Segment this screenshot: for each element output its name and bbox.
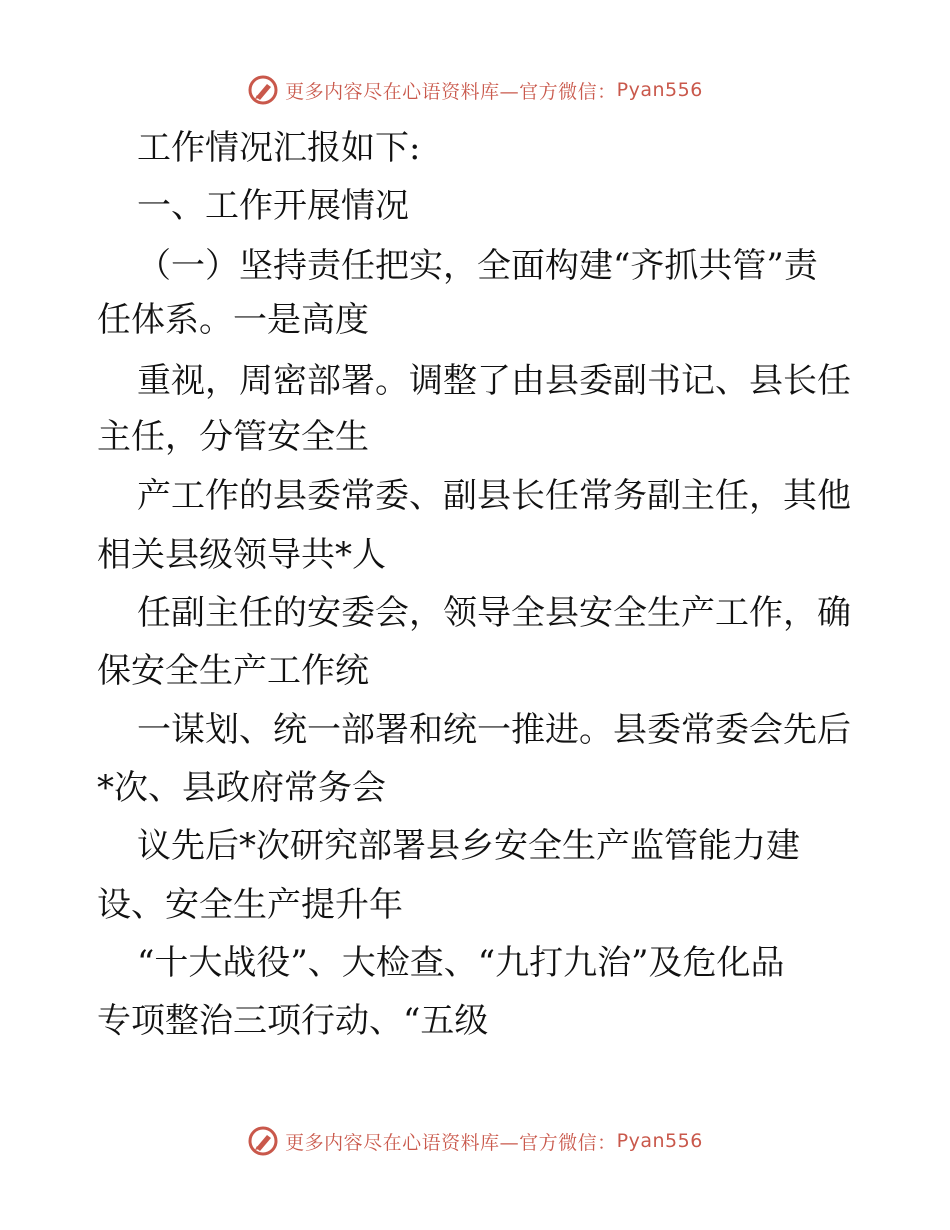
watermark-wechat-id: Pyan556 [616,79,703,101]
body-line: （一）坚持责任把实，全面构建“齐抓共管”责 [137,246,818,286]
body-line: 任体系。一是高度 [97,300,369,340]
pen-badge-icon [247,74,279,106]
body-line: 相关县级领导共*人 [97,535,386,575]
body-line: 设、安全生产提升年 [97,885,403,925]
pen-badge-icon [247,1125,279,1157]
body-line: 工作情况汇报如下: [137,128,421,168]
body-line: 专项整治三项行动、“五级 [97,1001,489,1041]
body-line: “十大战役”、大检查、“九打九治”及危化品 [137,943,785,983]
body-line: 议先后*次研究部署县乡安全生产监管能力建 [137,826,800,866]
header-watermark [0,70,950,110]
body-line: 任副主任的安委会，领导全县安全生产工作，确 [137,593,851,633]
footer-watermark [0,1121,950,1161]
watermark-text: 更多内容尽在心语资料库—官方微信： [285,1131,617,1154]
section-heading: 一、工作开展情况 [137,186,409,226]
body-line: 产工作的县委常委、副县长任常务副主任，其他 [137,476,851,516]
body-line: 重视，周密部署。调整了由县委副书记、县长任 [137,361,851,401]
watermark-wechat-id: Pyan556 [616,1130,703,1152]
body-line: *次、县政府常务会 [97,768,386,808]
body-line: 一谋划、统一部署和统一推进。县委常委会先后 [137,710,851,750]
body-line: 保安全生产工作统 [97,651,369,691]
body-line: 主任，分管安全生 [97,417,369,457]
watermark-text: 更多内容尽在心语资料库—官方微信： [285,80,617,103]
